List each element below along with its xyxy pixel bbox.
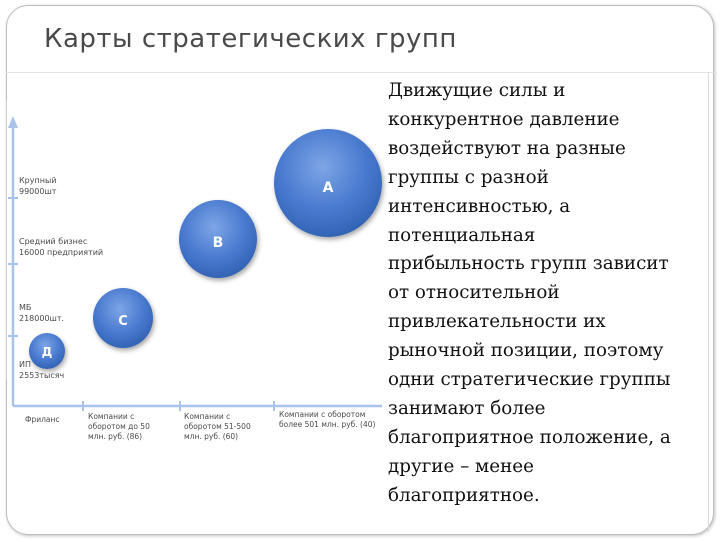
y-label-ip: ИП 2553тысяч bbox=[19, 360, 65, 380]
x-label-over-501: Компании с оборотом более 501 млн. руб. (40) bbox=[279, 410, 376, 429]
group-label-d: Д bbox=[41, 345, 53, 359]
x-label-up-to-50: Компании с оборотом до 50 млн. руб. (86) bbox=[88, 412, 150, 441]
slide-title: Карты стратегических групп bbox=[44, 24, 457, 54]
group-label-b: В bbox=[212, 235, 224, 251]
y-label-large: Крупный 99000шт bbox=[19, 176, 57, 196]
body-paragraph: Движущие силы и конкурентное давление воздействуют на разные группы с разной интенсивностью, а потенциальная прибыльность групп зависит от относительной привлекательности их рыночной позиции, поэтому одни стратегические группы занимают более благоприятное положение, а другие – менее благоприятное. bbox=[388, 80, 671, 506]
y-label-small: МБ 218000шт. bbox=[19, 303, 65, 323]
x-label-freelance: Фриланс bbox=[25, 415, 60, 424]
group-bubble-c bbox=[93, 288, 153, 348]
group-bubble-d bbox=[29, 333, 65, 369]
group-label-c: С bbox=[118, 314, 128, 329]
x-label-51-500: Компании с оборотом 51-500 млн. руб. (60) bbox=[184, 412, 251, 441]
group-label-a: А bbox=[322, 180, 334, 196]
group-bubble-a bbox=[274, 129, 382, 237]
y-axis-arrow bbox=[8, 116, 18, 128]
group-bubble-b bbox=[179, 200, 257, 278]
y-label-medium: Средний бизнес 16000 предприятий bbox=[19, 237, 104, 257]
